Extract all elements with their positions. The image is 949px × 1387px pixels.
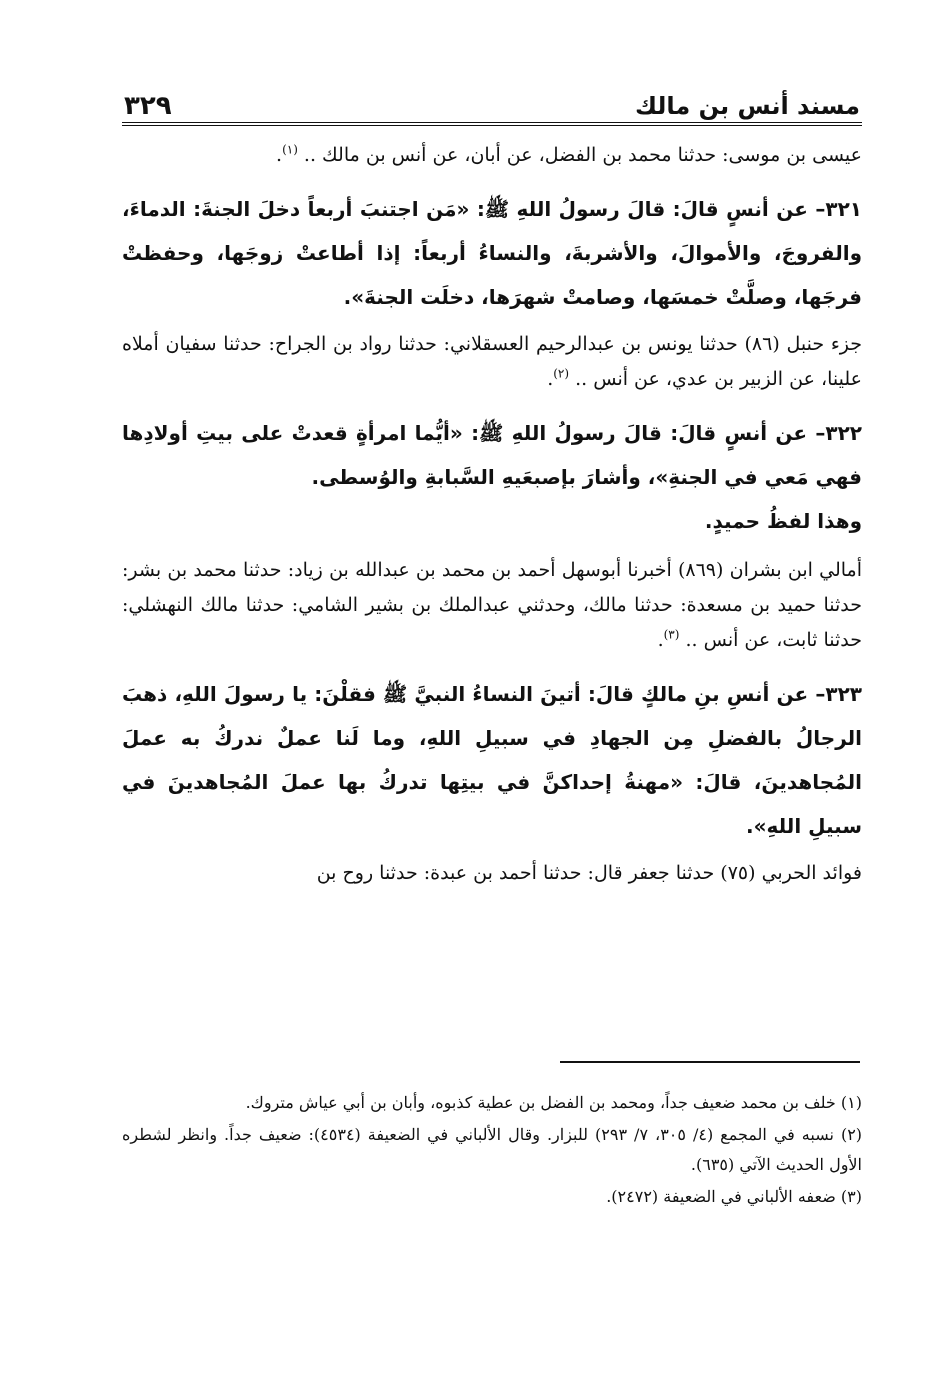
footnote-marker: (٢)	[553, 366, 570, 381]
page-number: ٣٢٩	[124, 91, 172, 121]
wording-note: وهذا لفظُ حميدٍ.	[704, 509, 862, 533]
footnote-2: (٢) نسبه في المجمع (٤/ ٣٠٥، ٧/ ٢٩٣) للبزار. وقال الألباني في الضعيفة (٤٥٣٤): ضعيف جداً. وانظر لشطره الأول الحديث الآتي (٦٣٥).	[122, 1125, 863, 1174]
footnote-separator	[560, 1061, 860, 1063]
footnote-marker: (١)	[282, 142, 298, 157]
page-content	[122, 78, 862, 905]
isnad-paragraph: جزء حنبل (٨٦) حدثنا يونس بن عبدالرحيم العسقلاني: حدثنا رواد بن الجراح: حدثنا سفيان أملاه علينا، عن الزبير بن عدي، عن أنس .. $^{(٢)}$.	[122, 333, 862, 390]
hadith-number: ٣٢١–	[815, 197, 862, 221]
footnote-1: (١) خلف بن محمد ضعيف جداً، ومحمد بن الفضل بن عطية كذبوه، وأبان بن أبي عياش متروك.	[245, 1093, 862, 1112]
hadith-number: ٣٢٣–	[815, 682, 862, 706]
footnotes	[122, 1088, 862, 1214]
main-text	[122, 138, 862, 891]
running-title: مسند أنس بن مالك	[634, 92, 860, 120]
isnad-paragraph: فوائد الحربي (٧٥) حدثنا جعفر قال: حدثنا أحمد بن عبدة: حدثنا روح بن	[316, 862, 862, 884]
running-head	[122, 78, 862, 126]
footnote-mark: (٣)	[840, 1187, 862, 1206]
footnote-marker: (٣)	[663, 627, 680, 642]
isnad-paragraph: عيسى بن موسى: حدثنا محمد بن الفضل، عن أبان، عن أنس بن مالك .. $^{(١)}$.	[276, 142, 862, 166]
footnote-mark: (١)	[840, 1093, 862, 1112]
hadith-322: ٣٢٢– عن أنسٍ قالَ: قالَ رسولُ اللهِ ﷺ: «أيُّما امرأةٍ قعدتْ على بيتِ أولادِها فهي مَعي في الجنةِ»، وأشارَ بإصبعَيهِ السَّبابةِ والوُسطى.	[122, 421, 862, 489]
footnote-3: (٣) ضعفه الألباني في الضعيفة (٢٤٧٢).	[606, 1187, 862, 1206]
hadith-323: ٣٢٣– عن أنسِ بنِ مالكٍ قالَ: أتينَ النساءُ النبيَّ ﷺ فقلْنَ: يا رسولَ اللهِ، ذهبَ الرجالُ بالفضلِ مِن الجهادِ في سبيلِ اللهِ، وما لَنا عملٌ ندركُ به عملَ المُجاهدينَ، قالَ: «مهنةُ إحداكنَّ في بيتِها تدركُ بها عملَ المُجاهدينَ في سبيلِ اللهِ».	[122, 682, 862, 838]
hadith-321: ٣٢١– عن أنسٍ قالَ: قالَ رسولُ اللهِ ﷺ: «مَن اجتنبَ أربعاً دخلَ الجنةَ: الدماءَ، والفروجَ، والأموالَ، والأشربةَ، والنساءُ أربعاً: إذا أطاعتْ زوجَها، وحفظتْ فرجَها، وصلَّتْ خمسَها، وصامتْ شهرَها، دخلَت الجنةَ».	[122, 197, 862, 309]
isnad-paragraph: أمالي ابن بشران (٨٦٩) أخبرنا أبوسهل أحمد بن محمد بن عبدالله بن زياد: حدثنا محمد بن بشر: حدثنا حميد بن مسعدة: حدثنا مالك، وحدثني عبدالملك بن بشير الشامي: حدثنا مالك النهشلي: حدثنا ثابت، عن أنس .. $^{(٣)}$.	[122, 559, 862, 651]
hadith-number: ٣٢٢–	[815, 421, 862, 445]
footnote-mark: (٢)	[840, 1125, 863, 1144]
